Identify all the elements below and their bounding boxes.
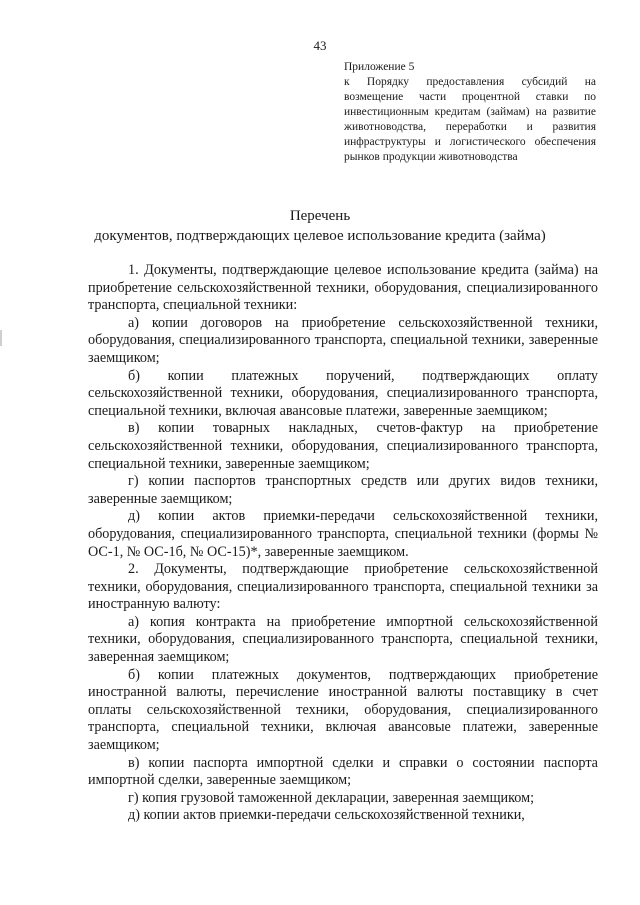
appendix-text: к Порядку предоставления субсидий на возмещение части процентной ставки по инвестиционным кредитам (займам) на развитие животноводства, переработки и развития инфраструктуры и логистического обеспечения рынков продукции животноводства — [344, 76, 596, 163]
appendix-title: Приложение 5 — [344, 61, 415, 73]
paragraph-1: 1. Документы, подтверждающие целевое использование кредита (займа) на приобретение сельскохозяйственной техники, оборудования, специализированного транспорта, специальной техники: — [88, 262, 598, 314]
paragraph-2g: г) копия грузовой таможенной декларации, заверенная заемщиком; — [128, 789, 535, 806]
paragraph-1v: в) копии товарных накладных, счетов-фактур на приобретение сельскохозяйственной техники, оборудования, специализированного транспорта, специальной техники, заверенные заемщиком; — [88, 420, 598, 472]
heading-title: Перечень — [289, 208, 351, 224]
scan-edge-mark — [0, 330, 2, 346]
paragraph-1g: г) копии паспортов транспортных средств или других видов техники, заверенные заемщиком; — [88, 473, 598, 507]
document-body — [88, 262, 598, 825]
heading-subtitle: документов, подтверждающих целевое использование кредита (займа) — [94, 228, 546, 244]
appendix-block — [344, 60, 596, 165]
document-heading — [0, 206, 640, 246]
paragraph-2v: в) копии паспорта импортной сделки и справки о состоянии паспорта импортной сделки, заверенные заемщиком; — [88, 754, 598, 789]
paragraph-2d: д) копии актов приемки-передачи сельскохозяйственной техники, — [128, 807, 525, 824]
paragraph-2: 2. Документы, подтверждающие приобретение сельскохозяйственной техники, оборудования, специализированного транспорта, специальной техники за иностранную валюту: — [88, 561, 598, 613]
paragraph-2b: б) копии платежных документов, подтверждающих приобретение иностранной валюты, перечисление иностранной валюты поставщику в счет оплаты сельскохозяйственной техники, оборудования, специализированного транспорта, специальной техники, включая авансовые платежи, заверенные заемщиком; — [88, 666, 598, 754]
paragraph-1a: а) копии договоров на приобретение сельскохозяйственной техники, оборудования, специализированного транспорта, специальной техники, заверенные заемщиком; — [88, 314, 598, 366]
paragraph-1d: д) копии актов приемки-передачи сельскохозяйственной техники, оборудования, специализированного транспорта, специальной техники (формы № ОС-1, № ОС-1б, № ОС-15)*, заверенные заемщиком. — [88, 508, 598, 560]
paragraph-2a: а) копия контракта на приобретение импортной сельскохозяйственной техники, оборудования, специализированного транспорта, специальной техники, заверенная заемщиком; — [88, 613, 598, 666]
paragraph-1b: б) копии платежных поручений, подтверждающих оплату сельскохозяйственной техники, оборудования, специализированного транспорта, специальной техники, включая авансовые платежи, заверенные заемщиком; — [88, 367, 598, 419]
page-number: 43 — [313, 38, 327, 53]
